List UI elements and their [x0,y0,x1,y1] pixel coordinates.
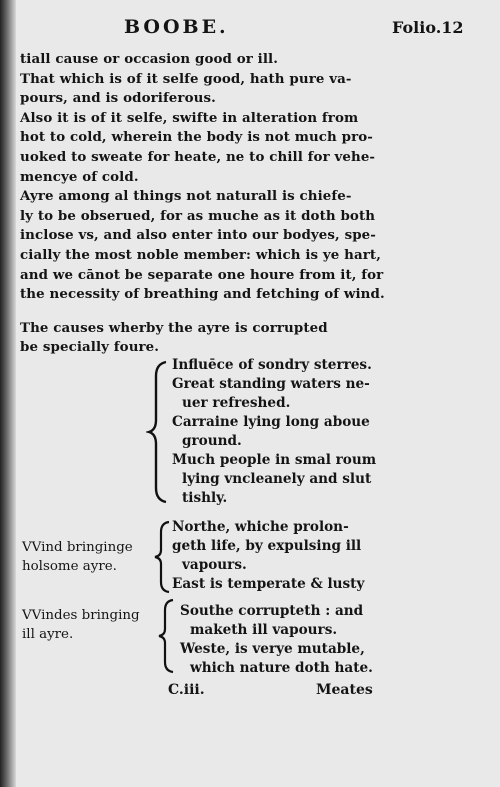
text-line: Also it is of it selfe, swifte in alteration from [20,109,359,126]
signature-mark: C.iii. [168,682,205,698]
text-line: Ayre among al things not naturall is chiefe- [20,188,352,205]
list-item: Influēce of sondry sterres. [172,357,372,373]
list-item: Great standing waters ne- [172,376,370,392]
page-footer [0,682,500,706]
label-line: VVindes bringing [22,608,140,623]
text-line: cially the most noble member: which is ye hart, [20,246,381,263]
list-item: Northe, whiche prolon- [172,519,349,535]
text-line: uoked to sweate for heate, ne to chill for vehe- [20,148,376,165]
label-line: holsome ayre. [22,559,117,574]
folio-number: Folio.12 [392,18,464,37]
text-line: the necessity of breathing and fetching of wind. [20,286,385,303]
wind-brace [156,598,176,674]
label-line: VVind bringinge [22,540,133,555]
list-item: Southe corrupteth : and [180,603,364,619]
list-item: which nature doth hate. [190,660,373,676]
text-line: pours, and is odoriferous. [20,90,216,107]
running-title: BOOBE. [124,16,229,38]
wind-brace [152,520,172,594]
text-line: tiall cause or occasion good or ill. [20,51,279,67]
list-item: tishly. [182,490,228,506]
list-item: ground. [182,433,242,449]
running-header [0,16,500,46]
binding-gutter [0,0,16,787]
list-item: Carraine lying long aboue [172,414,370,430]
wind-list [172,518,392,594]
causes-heading: be specially foure. [20,339,160,356]
list-item: geth life, by expulsing ill [172,538,362,554]
list-item: East is temperate & lusty [172,576,365,592]
text-line: That which is of it selfe good, hath pure va- [20,70,352,87]
wind-label [22,538,162,576]
list-item: vapours. [182,557,247,573]
wind-label [22,606,162,644]
causes-heading: The causes wherby the ayre is corrupted [20,319,328,336]
list-item: Much people in smal roum [172,452,377,468]
text-line: inclose vs, and also enter into our bodyes, spe- [20,227,376,244]
wind-list [180,602,400,678]
list-item: maketh ill vapours. [190,622,338,638]
body-text [20,50,384,358]
text-line: hot to cold, wherein the body is not much pro- [20,129,373,146]
list-item: uer refreshed. [182,395,291,411]
causes-brace [146,360,170,504]
text-line: ly to be obserued, for as muche as it doth both [20,207,376,224]
list-item: lying vncleanely and slut [182,471,372,487]
label-line: ill ayre. [22,627,74,642]
text-line: and we cānot be separate one houre from it, for [20,266,384,283]
catchword: Meates [316,682,373,698]
causes-list [172,356,392,508]
list-item: Weste, is verye mutable, [180,641,365,657]
text-line: mencye of cold. [20,168,139,185]
